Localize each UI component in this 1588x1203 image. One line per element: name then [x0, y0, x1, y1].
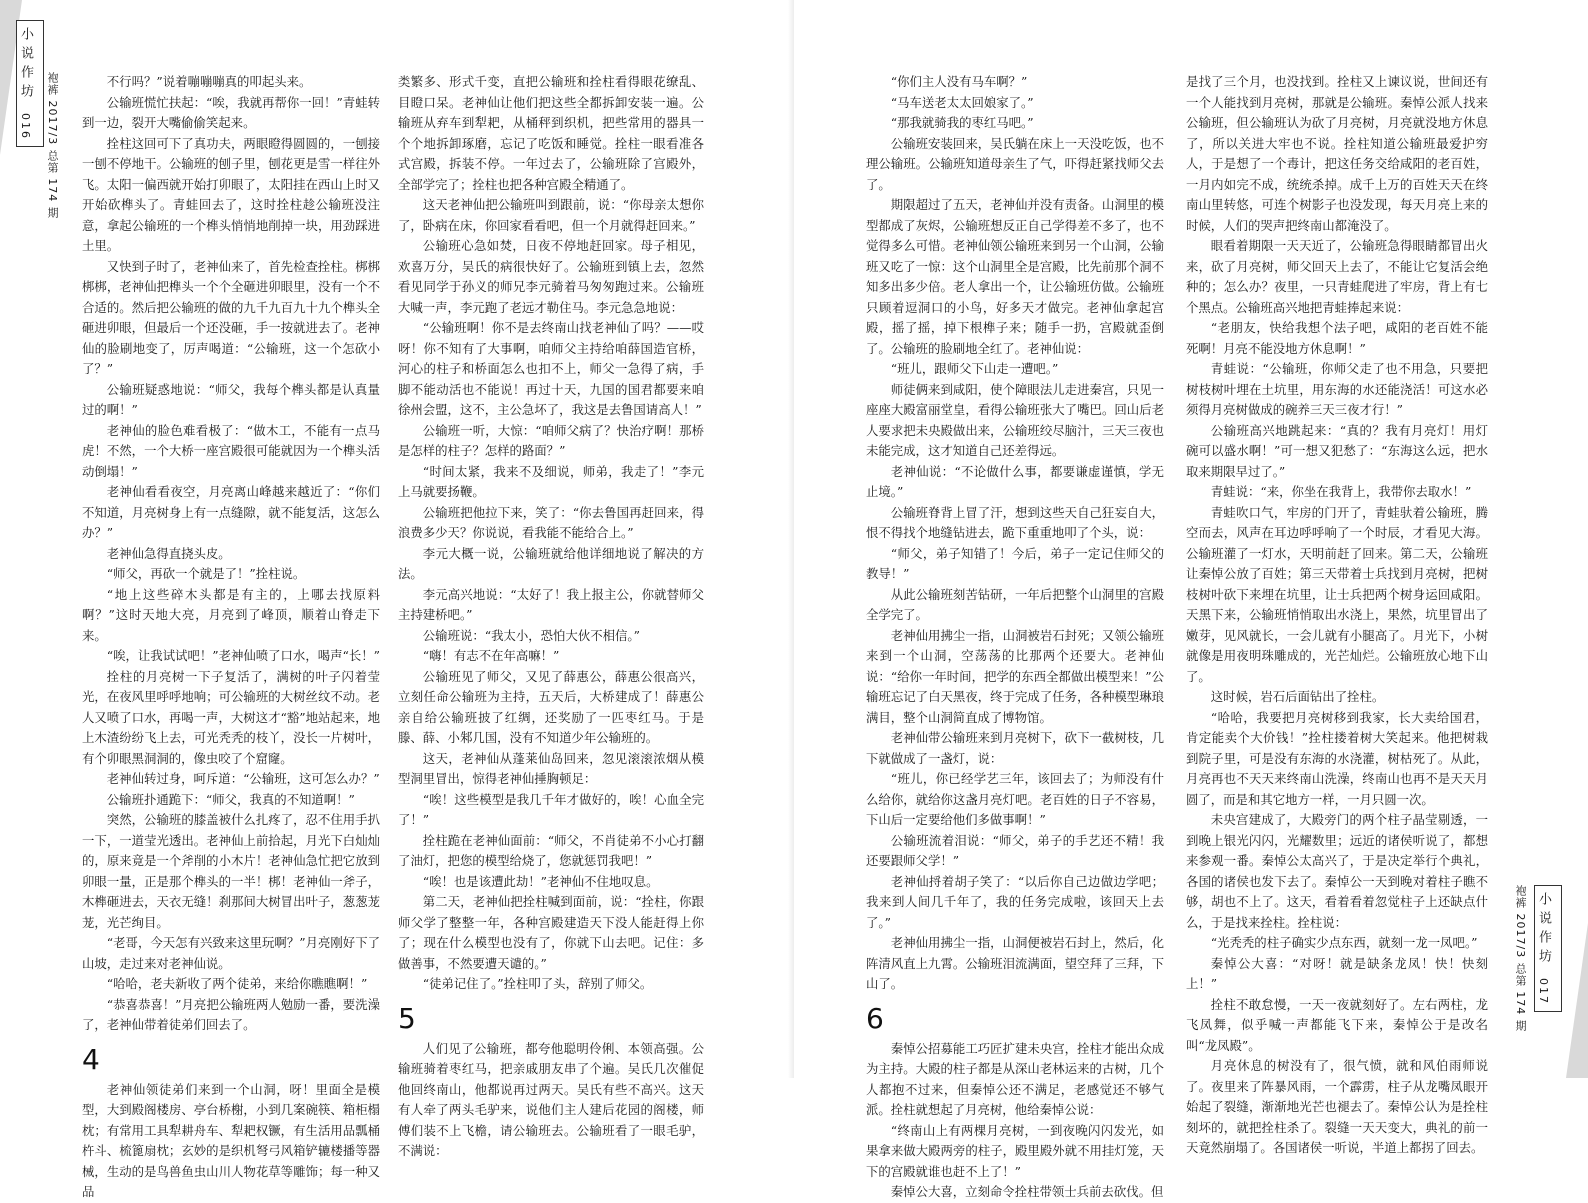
paragraph: “徒弟记住了。”拴柱叩了头，辞别了师父。	[422, 976, 653, 991]
paragraph: 公输班慌忙扶起：“唉，我就再帮你一回！”青蛙转到一边，裂开大嘴偷偷笑起来。	[82, 94, 380, 130]
issue-info-right	[1512, 885, 1528, 1032]
magazine-brand: 袍裤	[1514, 885, 1527, 909]
paragraph: 未央宫建成了，大殿旁门的两个柱子晶莹剔透，一到晚上银光闪闪，光耀数里；远近的诸侯听说了，都想来参观一番。秦悼公太高兴了，于是决定举行个典礼，各国的诸侯也发下去了。秦悼公一天到晚对着柱子瞧不够，胡也不上了。这天，看着看着忽觉柱子上还缺点什么，于是找来拴柱。拴柱说：	[1186, 812, 1488, 930]
section-tab-left	[16, 20, 44, 147]
paragraph: 拴柱的月亮树一下子复活了，满树的叶子闪着莹光，在夜风里呼呼地响；可公输班的大树丝纹不动。老人又喷了口水，再喝一声，大树这才“豁”地站起来，地上木渣纷纷飞上去，可光秃秃的枝丫，没长一片树叶，有个卯眼黑洞洞的，像虫咬了个窟窿。	[82, 668, 380, 766]
paragraph: 老神仙用拂尘一指，山洞便被岩石封上，然后，化阵清风直上九霄。公输班泪流满面，望空拜了三拜，下山了。	[866, 935, 1164, 991]
text-column-4	[1186, 72, 1488, 1159]
paragraph: 老神仙领徒弟们来到一个山洞，呀！里面全是模型，大到殿阁楼房、亭台桥榭，小到几案碗筷、箱柜榻枕；有常用工具犁耕舟车、犁耙权镢，有生活用品瓢桶杵斗、梳篦扇枕；玄妙的是织机弩弓风箱铲辘楼播等器械，生动的是鸟兽鱼虫山川人物花草等雕饰；每一种又品	[82, 1081, 380, 1199]
paragraph: 不行吗？”说着嘣嘣嘣真的叩起头来。	[106, 74, 312, 89]
paragraph: 期限超过了五天，老神仙并没有责备。山洞里的模型都成了灰烬，公输班想反正自己学得差不多了，也不觉得多么可惜。老神仙领公输班来到另一个山洞，公输班又吃了一惊：这个山洞里全是宫殿，比先前那个洞不知多出多少倍。老人拿出一个，让公输班仿做。公输班只顾着逗洞口的小鸟，好多天才做完。老神仙拿起宫殿，摇了摇，掉下根榫子来；随手一扔，宫殿就歪倒了。公输班的脸刷地全红了。老神仙说：	[866, 197, 1164, 356]
paragraph: “老哥，今天怎有兴致来这里玩啊？”月亮刚好下了山坡，走过来对老神仙说。	[82, 935, 380, 971]
paragraph: 这时候，岩石后面钻出了拴柱。	[1210, 689, 1385, 704]
paragraph: “班儿，跟师父下山走一遭吧。”	[890, 361, 1059, 376]
issue-info-left	[44, 72, 60, 219]
paragraph: “嗨！有志不在年高嘛！”	[422, 648, 560, 663]
paragraph: 老神仙的脸色难看极了：“做木工，不能有一点马虎！不然，一个大桥一座宫殿很可能就因为一个榫头活动倒塌！”	[82, 422, 380, 479]
paragraph: “唉！也是该遭此劫！”老神仙不住地叹息。	[422, 873, 659, 889]
section-tab-right	[1534, 885, 1562, 1012]
paragraph: “班儿，你已经学艺三年，该回去了；为师没有什么给你，就给你这盏月亮灯吧。老百姓的日子不容易，下山后一定要给他们多做事啊！”	[866, 771, 1164, 827]
paragraph: “唉，让我试试吧！”老神仙喷了口水，喝声“长！”	[106, 648, 380, 663]
paragraph: 老神仙捋着胡子笑了：“以后你自己边做边学吧；我来到人间几千年了，我的任务完成啦，该回天上去了。”	[866, 873, 1164, 930]
paragraph: “公输班啊！你不是去终南山找老神仙了吗？——哎呀！你不知有了大事啊，咱师父主持给咱薛国造官桥，河心的柱子和桥面怎么也扣不上，师父一急得了病，手脚不能动活也不能说！再过十天，九国的国君都要来咱徐州会盟，这不，主公急坏了，我这是去鲁国请高人！”	[398, 320, 704, 417]
paragraph: 公输班疑惑地说：“师父，我每个榫头都是认真量过的啊！”	[82, 381, 380, 417]
paragraph: “地上这些碎木头都是有主的，上哪去找原料啊？”这时天地大亮，月亮到了峰顶，顺着山脊走下来。	[82, 586, 380, 643]
paragraph: 拴柱不敢怠慢，一天一夜就刻好了。左右两柱，龙飞凤舞，似乎喊一声都能飞下来，秦悼公于是改名叫“龙凤殿”。	[1186, 996, 1488, 1053]
paragraph: 李元高兴地说：“太好了！我上报主公，你就替师父主持建桥吧。”	[398, 586, 704, 622]
paragraph: 公输班把他拉下来，笑了：“你去鲁国再赶回来，得浪费多少天？你说说，看我能不能给合上。”	[398, 504, 704, 540]
paragraph: 类繁多、形式千变，直把公输班和拴柱看得眼花缭乱、目瞪口呆。老神仙让他们把这些全都拆卸安装一遍。公输班从弃车到犁耙，从桶秤到织机，把些常用的器具一个个地拆卸琢磨，忘记了吃饭和睡觉。拴柱一眼看准各式宫殿，拆装不停。一年过去了，公输班除了宫殿外，全部学完了；拴柱也把各种宫殿全精通了。	[398, 74, 704, 192]
page-number: 016	[19, 113, 32, 140]
paragraph: 这天，老神仙从蓬莱仙岛回来，忽见滚滚浓烟从模型洞里冒出，惊得老神仙捶胸顿足：	[398, 750, 704, 786]
paragraph: 青蛙说：“来，你坐在我背上，我带你去取水！”	[1210, 484, 1472, 499]
paragraph: 是找了三个月，也没找到。拴柱又上谏议说，世间还有一个人能找到月亮树，那就是公输班。秦悼公派人找来公输班，但公输班认为砍了月亮树，月亮就没地方休息了，所以关进大牢也不说。拴柱知道公输班最爱护穷人，于是想了一个毒计，把这任务交给咸阳的老百姓，一月内如完不成，统统杀掉。成千上万的百姓天天在终南山里转悠，可连个树影子也没发现，每天月亮上来的时候，人们的哭声把终南山都淹没了。	[1186, 74, 1488, 233]
paragraph: “哈哈，老夫新收了两个徒弟，来给你瞧瞧啊！”	[106, 976, 368, 991]
paragraph: 老神仙说：“不论做什么事，都要谦虚谨慎，学无止境。”	[866, 463, 1164, 499]
paragraph: 公输班说：“我太小，恐怕大伙不相信。”	[422, 627, 640, 643]
total-issue: 总第 174 期	[46, 149, 59, 219]
magazine-brand: 袍裤	[46, 72, 59, 96]
paragraph: 拴柱跪在老神仙面前：“师父，不肖徒弟不小心打翻了油灯，把您的模型给烧了，您就惩罚我吧！”	[398, 832, 704, 868]
paragraph: 公输班高兴地跳起来：“真的？我有月亮灯！用灯碗可以盛水啊！”可一想又犯愁了：“东海这么远，把水取来期限早过了。”	[1186, 422, 1488, 479]
paragraph: “唉！这些模型是我几千年才做好的，唉！心血全完了！”	[398, 791, 704, 827]
paragraph: 又快到子时了，老神仙来了，首先检查拴柱。梆梆梆梆，老神仙把榫头一个个全砸进卯眼里，没有一个不合适的。然后把公输班的做的九千九百九十九个榫头全砸进卯眼，但最后一个还没砸，手一按就进去了。老神仙的脸刷地变了，厉声喝道：“公输班，这一个怎砍小了？”	[82, 258, 380, 376]
section-title: 小说作坊	[18, 27, 33, 103]
text-column-2	[398, 72, 704, 1162]
section-number: 6	[866, 1001, 884, 1035]
paragraph: “马车送老太太回娘家了。”	[890, 94, 1034, 110]
paragraph: 月亮休息的树没有了，很气愤，就和风伯雨师说了。夜里来了阵暴风雨，一个霹雳，柱子从龙嘴凤眼开始起了裂缝，渐渐地光芒也褪去了。秦悼公认为是拴柱刻坏的，就把拴柱杀了。裂缝一天天变大，典礼的前一天竟然崩塌了。各国诸侯一听说，半道上都拐了回去。	[1186, 1058, 1488, 1155]
paragraph: 青蛙吹口气，牢房的门开了，青蛙驮着公输班，腾空而去，风声在耳边呼呼响了一个时辰，才看见大海。公输班灌了一灯水，天明前赶了回来。第二天，公输班让秦悼公放了百姓；第三天带着士兵找到月亮树，把树枝树叶砍下来埋在坑里，让士兵把两个树身运回咸阳。天黑下来，公输班悄悄取出水浇上，果然，坑里冒出了嫩芽，见风就长，一会儿就有小腿高了。月光下，小树就像是用夜明珠雕成的，光芒灿烂。公输班放心地下山了。	[1186, 504, 1488, 684]
paragraph: 公输班心急如焚，日夜不停地赶回家。母子相见，欢喜万分，吴氏的病很快好了。公输班到镇上去，忽然看见同学于孙义的师兄李元骑着马匆匆跑过来。公输班大喊一声，李元跑了老远才勒住马。李元急急地说：	[398, 238, 704, 315]
paragraph: “师父，再砍一个就是了！”拴柱说。	[106, 566, 306, 581]
page-number: 017	[1537, 978, 1550, 1005]
paragraph: 眼看着期限一天天近了，公输班急得眼睛都冒出火来，砍了月亮树，师父回天上去了，不能让它复活会绝种的；怎么办？夜里，一只青蛙爬进了牢房，背上有七个黑点。公输班高兴地把青蛙捧起来说：	[1186, 238, 1488, 315]
paragraph: 公输班一听，大惊：“咱师父病了？快治疗啊！那桥是怎样的柱子？怎样的路面？”	[398, 422, 704, 458]
paragraph: “你们主人没有马车啊？”	[890, 74, 1028, 89]
text-column-3	[866, 72, 1164, 1203]
paragraph: “恭喜恭喜！”月亮把公输班两人勉励一番，要洗澡了，老神仙带着徒弟们回去了。	[82, 996, 380, 1032]
total-issue: 总第 174 期	[1514, 962, 1527, 1032]
paragraph: “哈哈，我要把月亮树移到我家，长大卖给国君，肯定能卖个大价钱！”拴柱搂着树大笑起来。他把树栽到院子里，可是没有东海的水浇灌，树枯死了。从此，月亮再也不天天来终南山洗澡，终南山也再不是天天月圆了，而是和其它地方一样，一月只圆一次。	[1186, 709, 1488, 807]
paragraph: 青蛙说：“公输班，你师父走了也不用急，只要把树枝树叶埋在土坑里，用东海的水还能浇活！可这水必须得月亮树做成的碗养三天三夜才行！”	[1186, 361, 1488, 417]
paragraph: 公输班见了师父，又见了薛惠公，薛惠公很高兴，立刻任命公输班为主持，五天后，大桥建成了！薛惠公亲自给公输班披了红绸，还奖励了一匹枣红马。于是滕、薛、小邾几国，没有不知道少年公输班的。	[398, 668, 704, 745]
paragraph: 公输班安装回来，吴氏躺在床上一天没吃饭，也不理公输班。公输班知道母亲生了气，吓得赶紧找师父去了。	[866, 135, 1164, 192]
paragraph: 老神仙急得直挠头皮。	[106, 545, 231, 561]
paragraph: 突然，公输班的膝盖被什么扎疼了，忍不住用手扒一下，一道莹光透出。老神仙上前拾起，月光下白灿灿的，原来竟是一个斧削的小木片！老神仙急忙把它放到卯眼一量，正是那个榫头的一半！梆！老神仙一斧子，木榫砸进去，天衣无缝！刹那间大树冒出叶子，葱葱茏茏，光芒绚目。	[82, 812, 380, 930]
paragraph: “终南山上有两棵月亮树，一到夜晚闪闪发光，如果拿来做大殿两旁的柱子，殿里殿外就不用挂灯笼，天下的宫殿就谁也赶不上了！”	[866, 1122, 1164, 1179]
paragraph: 秦悼公大喜，立刻命令拴柱带领士兵前去砍伐。但	[890, 1184, 1164, 1199]
paragraph: 人们见了公输班，都夸他聪明伶俐、本领高强。公输班骑着枣红马，把亲戚朋友串了个遍。吴氏几次催促他回终南山，他都说再过两天。吴氏有些不高兴。这天有人牵了两头毛驴来，说他们主人建后花园的阁楼，师傅们装不上飞檐，请公输班去。公输班看了一眼毛驴，不满说：	[398, 1040, 704, 1158]
text-column-1	[82, 72, 380, 1203]
paragraph: 公输班流着泪说：“师父，弟子的手艺还不精！我还要跟师父学！”	[866, 832, 1164, 868]
section-number: 4	[82, 1042, 100, 1076]
right-page	[794, 0, 1588, 1199]
section-number: 5	[398, 1001, 416, 1035]
paragraph: 秦悼公大喜：“对呀！就是缺条龙凤！快！快刻上！”	[1186, 955, 1488, 991]
paragraph: “光秃秃的柱子确实少点东西，就刻一龙一凤吧。”	[1210, 935, 1478, 950]
paragraph: 第二天，老神仙把拴柱喊到面前，说：“拴柱，你跟师父学了整整一年，各种宫殿建造天下没人能赶得上你了；现在什么模型也没有了，你就下山去吧。记住：多做善事，不然要遭天谴的。”	[398, 894, 704, 971]
issue-date: 2017/3	[46, 100, 59, 146]
paragraph: “时间太紧，我来不及细说，师弟，我走了！”李元上马就要扬鞭。	[398, 463, 704, 499]
paragraph: 老神仙用拂尘一指，山洞被岩石封死；又领公输班来到一个山洞，空荡荡的比那两个还要大。老神仙说：“给你一年时间，把学的东西全都做出模型来！”公输班忘记了白天黑夜，终于完成了任务，各种模型琳琅满目，整个山洞简直成了博物馆。	[866, 627, 1164, 725]
paragraph: 老神仙看看夜空，月亮离山峰越来越近了：“你们不知道，月亮树身上有一点缝隙，就不能复活，这怎么办？”	[82, 484, 380, 540]
paragraph: 从此公输班刻苦钻研，一年后把整个山洞里的宫殿全学完了。	[866, 586, 1164, 622]
paragraph: 李元大概一说，公输班就给他详细地说了解决的方法。	[398, 545, 704, 581]
paragraph: 老神仙带公输班来到月亮树下，砍下一截树枝，几下就做成了一盏灯，说：	[866, 730, 1164, 766]
issue-date: 2017/3	[1514, 913, 1527, 959]
left-page	[0, 0, 794, 1199]
section-title: 小说作坊	[1536, 892, 1551, 968]
paragraph: “那我就骑我的枣红马吧。”	[890, 115, 1034, 130]
paragraph: 这天老神仙把公输班叫到跟前，说：“你母亲太想你了，卧病在床，你回家看看吧，但一个月就得赶回来。”	[398, 197, 704, 233]
paragraph: 师徒俩来到咸阳，使个障眼法儿走进秦宫，只见一座座大殿富丽堂皇，看得公输班张大了嘴巴。回山后老人要求把未央殿做出来，公输班绞尽脑汁，三天三夜也未能完成，这才知道自己还差得远。	[866, 381, 1164, 458]
page-corner-fold	[1566, 923, 1588, 1078]
paragraph: 公输班扑通跪下：“师父，我真的不知道啊！”	[106, 791, 355, 807]
paragraph: 公输班脊背上冒了汗，想到这些天自己狂妄自大，恨不得找个地缝钻进去，跪下重重地叩了个头，说：	[866, 504, 1164, 540]
paragraph: “老朋友，快给我想个法子吧，咸阳的老百姓不能死啊！月亮不能没地方休息啊！”	[1186, 320, 1488, 356]
paragraph: “师父，弟子知错了！今后，弟子一定记住师父的教导！”	[866, 545, 1164, 581]
paragraph: 老神仙转过身，呵斥道：“公输班，这可怎么办？”	[106, 771, 380, 786]
paragraph: 秦悼公招募能工巧匠扩建未央宫，拴柱才能出众成为主持。大殿的柱子都是从深山老林运来的古树，几个人都抱不过来，但秦悼公还不满足，老感觉还不够气派。拴柱就想起了月亮树，他给秦悼公说：	[866, 1040, 1164, 1117]
paragraph: 拴柱这回可下了真功夫，两眼瞪得圆圆的，一刨接一刨不停地干。公输班的刨子里，刨花更是雪一样往外飞。太阳一偏西就开始打卯眼了，太阳挂在西山上时又开始砍榫头了。青蛙回去了，这时拴柱趁公输班没注意，拿起公输班的一个榫头悄悄地削掉一块，用劲踩进土里。	[82, 135, 380, 253]
